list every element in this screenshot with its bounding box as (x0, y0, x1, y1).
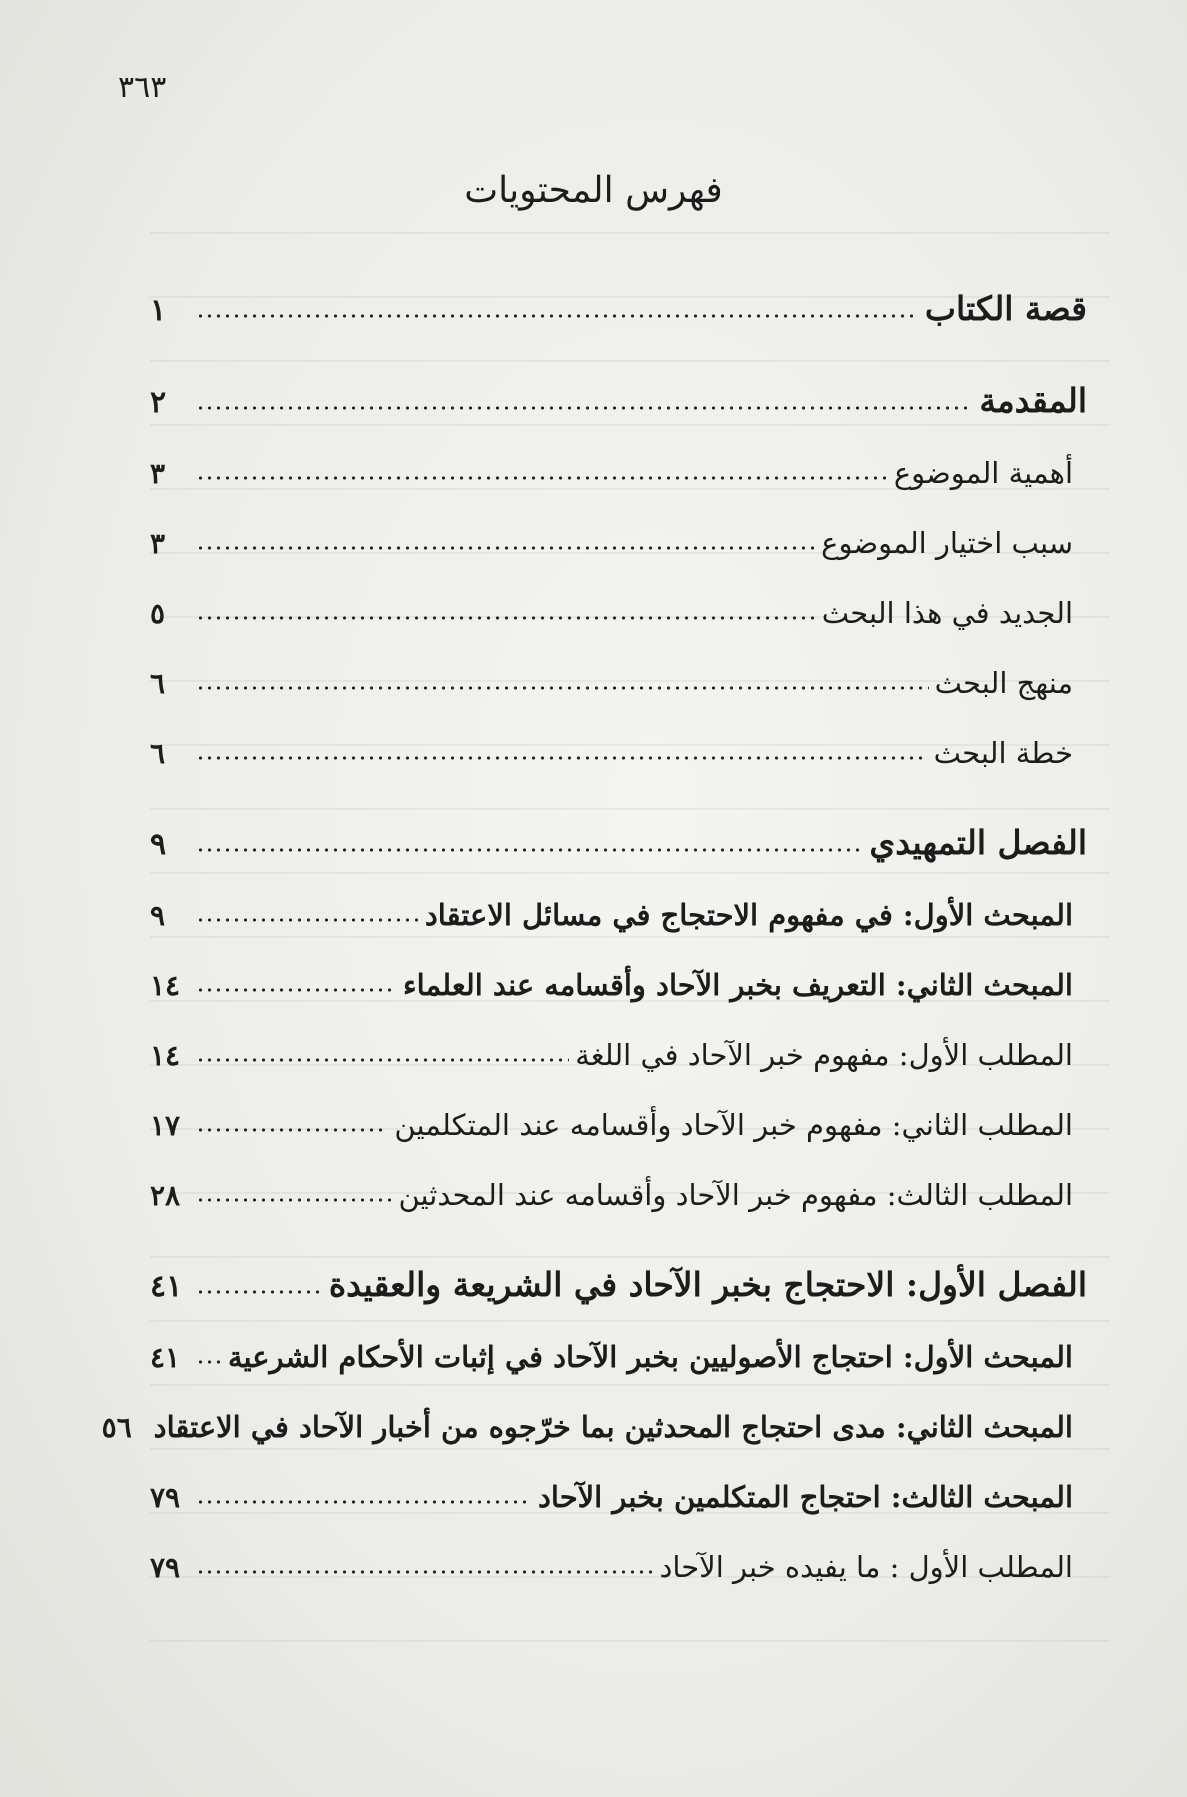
toc-entry-preliminary-chapter (150, 774, 1087, 866)
toc-entry (150, 704, 1087, 774)
entry-label: المبحث الأول: في مفهوم الاحتجاج في مسائل الاعتقاد (424, 898, 1073, 932)
dot-leader (196, 1358, 222, 1366)
entry-label: المبحث الثاني: التعريف بخبر الآحاد وأقسامه عند العلماء (403, 968, 1073, 1002)
entry-page: ٩ (150, 899, 166, 932)
toc-entry (150, 1308, 1087, 1378)
entry-page: ٣ (150, 527, 166, 560)
entry-page: ٩ (150, 827, 167, 862)
entry-label: المبحث الثاني: مدى احتجاج المحدثين بما خرّجوه من أخبار الآحاد في الاعتقاد (153, 1410, 1073, 1444)
toc-entry-chapter-one (150, 1216, 1087, 1308)
entry-label: المطلب الأول: مفهوم خبر الآحاد في اللغة (575, 1038, 1073, 1072)
entry-label: الفصل الأول: الاحتجاج بخبر الآحاد في الشريعة والعقيدة (328, 1265, 1087, 1304)
dot-leader (196, 1288, 323, 1296)
dot-leader (196, 1196, 392, 1204)
page-number: ٣٦٣ (118, 70, 167, 105)
toc-entry-introduction (150, 332, 1087, 424)
entry-page: ٥ (150, 597, 166, 630)
entry-label: الفصل التمهيدي (869, 823, 1087, 862)
entry-page: ٥٦ (101, 1411, 132, 1444)
toc-entry (150, 424, 1087, 494)
entry-label: الجديد في هذا البحث (821, 596, 1073, 630)
dot-leader (196, 1056, 569, 1064)
entry-label: المطلب الأول : ما يفيده خبر الآحاد (659, 1550, 1073, 1584)
dot-leader (196, 404, 973, 412)
toc-entry (150, 866, 1087, 936)
entry-label: منهج البحث (934, 666, 1073, 700)
dot-leader (196, 1498, 532, 1506)
entry-page: ١ (150, 293, 167, 328)
entry-page: ٧٩ (150, 1481, 181, 1514)
toc-entry (150, 564, 1087, 634)
entry-page: ٦ (150, 737, 166, 770)
toc-entry (150, 1146, 1087, 1216)
entry-page: ٧٩ (150, 1551, 181, 1584)
toc-entry (150, 1448, 1087, 1518)
entry-label: أهمية الموضوع (893, 456, 1073, 490)
entry-label: المبحث الأول: احتجاج الأصوليين بخبر الآحاد في إثبات الأحكام الشرعية (227, 1340, 1073, 1374)
toc-title: فهرس المحتويات (464, 170, 723, 211)
dot-leader (196, 846, 863, 854)
entry-label: خطة البحث (933, 736, 1073, 770)
dot-leader (196, 754, 928, 762)
toc-entry (150, 1006, 1087, 1076)
toc-entry-book-story (150, 240, 1087, 332)
dot-leader (196, 684, 929, 692)
table-of-contents (101, 240, 1087, 1588)
entry-page: ٣ (150, 457, 166, 490)
entry-page: ٢٨ (150, 1179, 181, 1212)
entry-label: المطلب الثالث: مفهوم خبر الآحاد وأقسامه عند المحدثين (398, 1178, 1073, 1212)
entry-page: ٤١ (150, 1341, 181, 1374)
entry-label: سبب اختيار الموضوع (821, 526, 1073, 560)
entry-label: المبحث الثالث: احتجاج المتكلمين بخبر الآحاد (537, 1480, 1073, 1514)
dot-leader (196, 916, 419, 924)
entry-label: المطلب الثاني: مفهوم خبر الآحاد وأقسامه عند المتكلمين (394, 1108, 1073, 1142)
toc-entry (101, 1378, 1087, 1448)
dot-leader (196, 986, 397, 994)
entry-label: المقدمة (979, 381, 1087, 420)
toc-entry (150, 1518, 1087, 1588)
toc-entry (150, 936, 1087, 1006)
dot-leader (196, 544, 815, 552)
dot-leader (196, 614, 816, 622)
entry-page: ٤١ (150, 1269, 183, 1304)
toc-entry (150, 494, 1087, 564)
entry-page: ١٧ (150, 1109, 181, 1142)
dot-leader (196, 1126, 388, 1134)
entry-page: ١٤ (150, 1039, 181, 1072)
dot-leader (196, 474, 888, 482)
entry-page: ٦ (150, 667, 166, 700)
toc-entry (150, 634, 1087, 704)
dot-leader (196, 1568, 653, 1576)
toc-entry (150, 1076, 1087, 1146)
entry-page: ١٤ (150, 969, 181, 1002)
entry-label: قصة الكتاب (924, 289, 1087, 328)
entry-page: ٢ (150, 385, 167, 420)
dot-leader (196, 312, 919, 320)
